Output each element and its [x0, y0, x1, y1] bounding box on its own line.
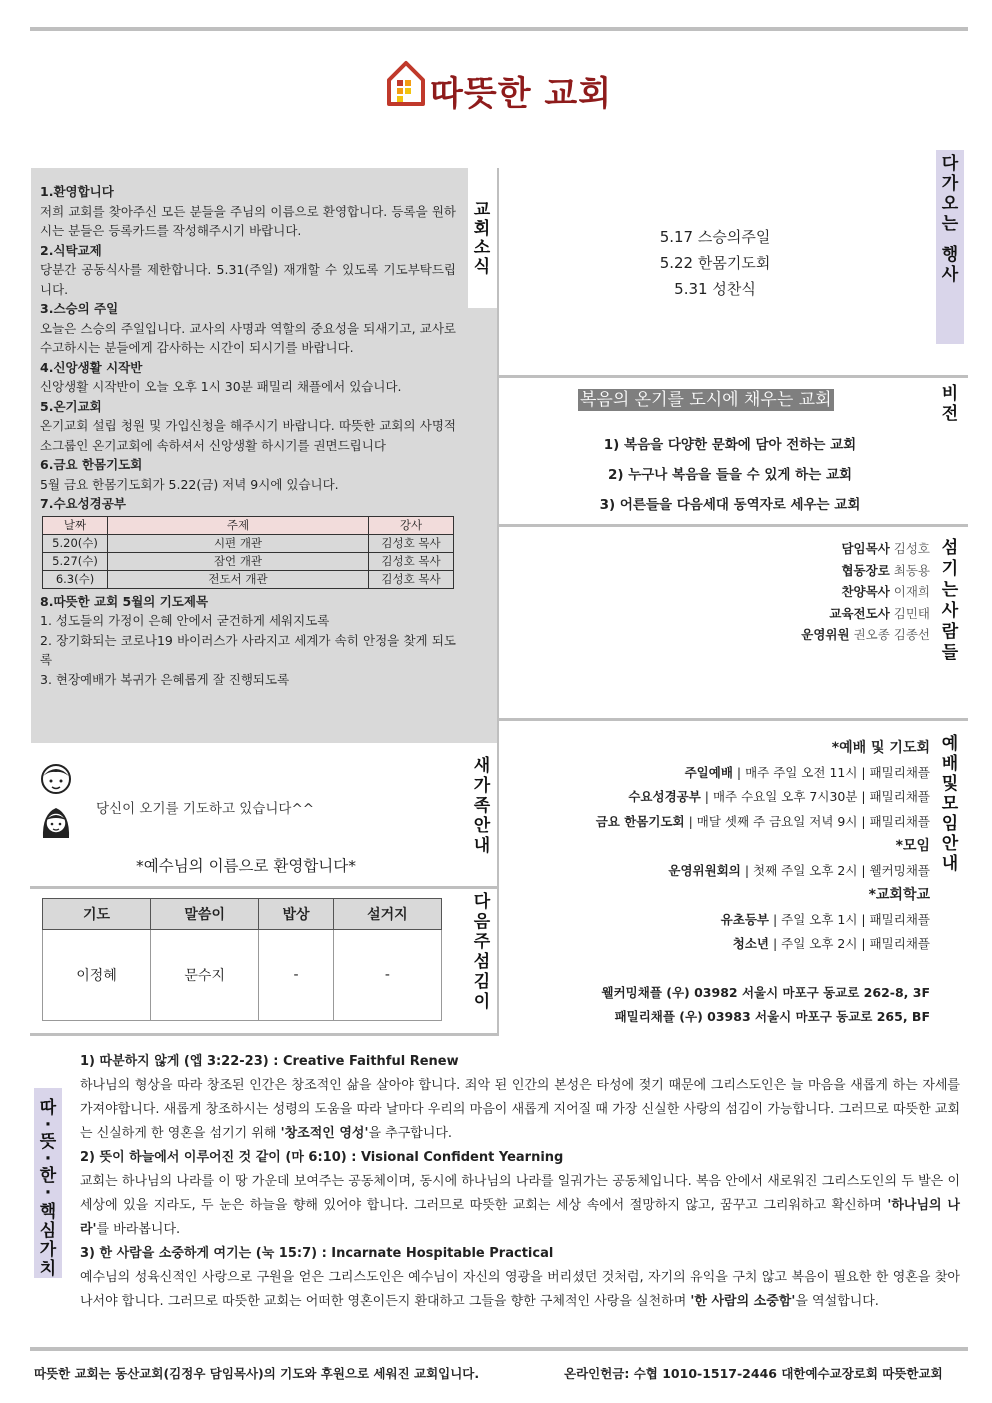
news-body: 5월 금요 한몸기도회가 5.22(금) 저녁 9시에 있습니다.: [40, 476, 339, 492]
table-header: 말씀이: [151, 899, 259, 930]
house-icon: [386, 58, 426, 108]
news-body: 신앙생활 시작반이 오늘 오후 1시 30분 패밀리 채플에서 있습니다.: [40, 379, 402, 394]
news-title: 1.환영합니다: [40, 184, 114, 199]
newfamily-welcome: *예수님의 이름으로 환영합니다*: [136, 857, 357, 875]
prayer-item: 1. 성도들의 가정이 은혜 안에서 굳건하게 세워지도록: [40, 613, 330, 628]
vision-item: 1) 복음을 다양한 문화에 담아 전하는 교회: [603, 437, 857, 453]
table-cell: 6.3(수): [43, 570, 108, 588]
servant-row: [600, 624, 930, 646]
prayer-item: 2. 장기화되는 코로나19 바이러스가 사라지고 세계가 속히 안정을 찾게 되도록: [40, 632, 456, 667]
nextweek-side-label: 다 음 주 섬 김 이: [473, 892, 491, 1012]
worship-section-title: *예배 및 기도회: [831, 740, 930, 756]
servant-name: 권오종 김종선: [853, 627, 930, 642]
event-item: 5.17 스승의주일: [659, 228, 771, 246]
table-header: 설거지: [333, 899, 441, 930]
news-title: 6.금요 한몸기도회: [40, 457, 143, 472]
worship-row: 주일예배 | 매주 주일 오전 11시 | 패밀리채플: [684, 764, 930, 780]
event-item: 5.22 한몸기도회: [659, 254, 771, 272]
table-cell: 김성호 목사: [369, 552, 454, 570]
worship-side-label: 예 배 및 모 임 안 내: [941, 734, 959, 874]
servant-name: 최동용: [893, 562, 930, 578]
table-cell: 김성호 목사: [369, 570, 454, 588]
table-header-row: [43, 516, 454, 534]
core-title: 1) 따분하지 않게 (엡 3:22-23) : Creative Faithful Renew: [80, 1054, 459, 1069]
worship-row: 청소년 | 주일 오후 2시 | 패밀리채플: [732, 936, 930, 951]
address: 패밀리채플 (우) 03983 서울시 마포구 동교로 265, BF: [614, 1009, 930, 1024]
servant-role: 담임목사: [841, 541, 890, 556]
table-row: [43, 552, 454, 570]
prayer-title: 8.따뜻한 교회 5월의 기도제목: [40, 593, 209, 609]
vision-banner: 복음의 온기를 도시에 채우는 교회: [580, 390, 832, 410]
core-title: 3) 한 사람을 소중하게 여기는 (눅 15:7) : Incarnate Hospitable Practical: [80, 1246, 554, 1261]
table-header: 주제: [108, 516, 369, 534]
table-cell: 5.20(수): [43, 534, 108, 552]
servants-list: [600, 538, 930, 646]
worship-row: 금요 한몸기도회 | 매달 셋째 주 금요일 저녁 9시 | 패밀리채플: [595, 813, 930, 829]
table-header: 기도: [43, 899, 151, 930]
core-body: 하나님의 형상을 따라 창조된 인간은 창조적인 삶을 살아야 합니다. 죄악 된 인간의 본성은 타성에 젖기 때문에 그리스도인은 늘 마음을 새롭게 하는 자세를 가져야합니다. 새롭게 창조하시는 성령의 도움을 따라 날마다 우리의 마음이 새롭게 지어질 때 가장 신실한 사랑의 섬김이 가능합니다. 그러므로 따뜻한 교회는 신실하게 한 영혼을 섬기기 위해 '창조적인 영성'을 추구합니다.: [80, 1078, 960, 1141]
servant-role: 찬양목사: [841, 584, 890, 599]
core-side-label: 따 · 뜻 · 한 · 핵 심 가 치: [39, 1098, 57, 1279]
table-header: 강사: [369, 516, 454, 534]
vision-item: 2) 누구나 복음을 들을 수 있게 하는 교회: [607, 467, 853, 483]
servant-role: 교육전도사: [829, 605, 890, 621]
news-title: 3.스승의 주일: [40, 301, 119, 316]
table-cell: 문수지: [151, 930, 259, 1021]
table-header: 날짜: [43, 516, 108, 534]
servant-row: [600, 560, 930, 582]
table-cell: 이정혜: [43, 930, 151, 1021]
servant-name: 김민태: [893, 605, 930, 621]
news-side-label: 교 회 소 식: [473, 200, 491, 277]
column-divider: [497, 168, 499, 1035]
worship-list: [520, 736, 930, 1030]
worship-row: 운영위원회의 | 첫째 주일 오후 2시 | 웰커밍채플: [668, 862, 930, 878]
vision-list: [560, 430, 900, 520]
servant-name: 이재희: [893, 584, 930, 599]
servant-row: [600, 603, 930, 625]
events-side-label: 다 가 오 는 행 사: [941, 154, 959, 285]
table-row: [43, 930, 442, 1021]
core-body: 예수님의 성육신적인 사랑으로 구원을 얻은 그리스도인은 예수님이 자신의 영광을 버리셨던 것처럼, 자기의 유익을 구치 않고 복음이 필요한 한 영혼을 찾아 나서야 합니다. 그러므로 따뜻한 교회는 어떠한 영혼이든지 환대하고 그들을 향한 구체적인 사랑을 실천하며 '한 사람의 소중함'을 역설합니다.: [80, 1270, 960, 1309]
news-body: 오늘은 스승의 주일입니다. 교사의 사명과 역할의 중요성을 되새기고, 교사로 수고하시는 분들에게 감사하는 시간이 되시기를 바랍니다.: [40, 320, 456, 355]
servant-row: [600, 581, 930, 603]
worship-row: 유초등부 | 주일 오후 1시 | 패밀리채플: [720, 911, 930, 927]
news-title: 5.온기교회: [40, 398, 102, 414]
section-divider: [499, 375, 968, 378]
table-cell: 전도서 개관: [108, 570, 369, 588]
section-divider: [30, 886, 498, 889]
news-body: 온기교회 설립 청원 및 가입신청을 해주시기 바랍니다. 따뜻한 교회의 사명적 소그룹인 온기교회에 속하셔서 신앙생활 하시기를 권면드립니다: [40, 418, 456, 453]
next-week-servers-table: [42, 898, 442, 1021]
worship-section-title: *교회학교: [868, 887, 930, 903]
section-divider: [499, 524, 968, 527]
table-cell: 5.27(수): [43, 552, 108, 570]
church-logo: [386, 58, 426, 108]
table-row: [43, 570, 454, 588]
news-title: 4.신앙생활 시작반: [40, 359, 143, 375]
servants-side-label: 섬 기 는 사 람 들: [941, 538, 959, 663]
core-body: 교회는 하나님의 나라를 이 땅 가운데 보여주는 공동체이며, 동시에 하나님의 나라를 일궈가는 공동체입니다. 복음 안에서 새로워진 그리스도인의 두 발은 이 세상에 있을 지라도, 두 눈은 하늘을 향해 있어야 합니다. 그러므로 따뜻한 교회는 세상 속에서 절망하지 않고, 꿈꾸고 그리워하고 확신하며 '하나님의 나라'를 바라봅니다.: [80, 1174, 960, 1237]
news-title: 7.수요성경공부: [40, 496, 126, 511]
newfamily-message: 당신이 오기를 기도하고 있습니다^^: [96, 801, 315, 817]
footer-right: 온라인헌금: 수협 1010-1517-2446 대한예수교장로회 따뜻한교회: [564, 1366, 943, 1381]
news-body: 당분간 공동식사를 제한합니다. 5.31(주일) 재개할 수 있도록 기도부탁드립니다.: [40, 262, 456, 297]
vision-item: 3) 어른들을 다음세대 동역자로 세우는 교회: [599, 497, 861, 513]
section-divider: [499, 718, 968, 721]
prayer-item: 3. 현장예배가 복귀가 은혜롭게 잘 진행되도록: [40, 671, 290, 687]
news-title: 2.식탁교제: [40, 242, 102, 258]
news-side-strip: [468, 308, 498, 743]
address: 웰커밍채플 (우) 03982 서울시 마포구 동교로 262-8, 3F: [601, 984, 930, 1000]
servant-role: 운영위원: [801, 627, 850, 642]
table-cell: 김성호 목사: [369, 534, 454, 552]
servant-row: [600, 538, 930, 560]
table-row: [43, 534, 454, 552]
news-body: 저희 교회를 찾아주신 모든 분들을 주님의 이름으로 환영합니다. 등록을 원하시는 분들은 등록카드를 작성해주시기 바랍니다.: [40, 203, 456, 238]
worship-row: 수요성경공부 | 매주 수요일 오후 7시30분 | 패밀리채플: [628, 789, 930, 804]
bible-study-schedule-table: [42, 516, 454, 589]
servant-role: 협동장로: [841, 562, 890, 578]
table-cell: 시편 개관: [108, 534, 369, 552]
core-values: [80, 1050, 960, 1314]
worship-section-title: *모임: [895, 838, 930, 854]
event-item: 5.31 성찬식: [674, 280, 756, 298]
person-female-icon: [40, 804, 72, 844]
footer-left: 따뜻한 교회는 동산교회(김정우 담임목사)의 기도와 후원으로 세워진 교회입니다.: [34, 1366, 480, 1381]
events-list: [600, 224, 830, 302]
table-header-row: [43, 899, 442, 930]
core-title: 2) 뜻이 하늘에서 이루어진 것 같이 (마 6:10) : Visional Confident Yearning: [80, 1150, 564, 1165]
news-content: [40, 182, 456, 689]
newfamily-side-label: 새 가 족 안 내: [473, 756, 491, 856]
section-divider: [30, 1033, 499, 1036]
table-cell: -: [333, 930, 441, 1021]
church-title: 따뜻한 교회: [430, 74, 613, 114]
table-cell: -: [259, 930, 334, 1021]
servant-name: 김성호: [893, 541, 930, 556]
person-male-icon: [40, 762, 72, 800]
table-header: 밥상: [259, 899, 334, 930]
table-cell: 잠언 개관: [108, 552, 369, 570]
vision-side-label: 비 전: [941, 384, 959, 424]
